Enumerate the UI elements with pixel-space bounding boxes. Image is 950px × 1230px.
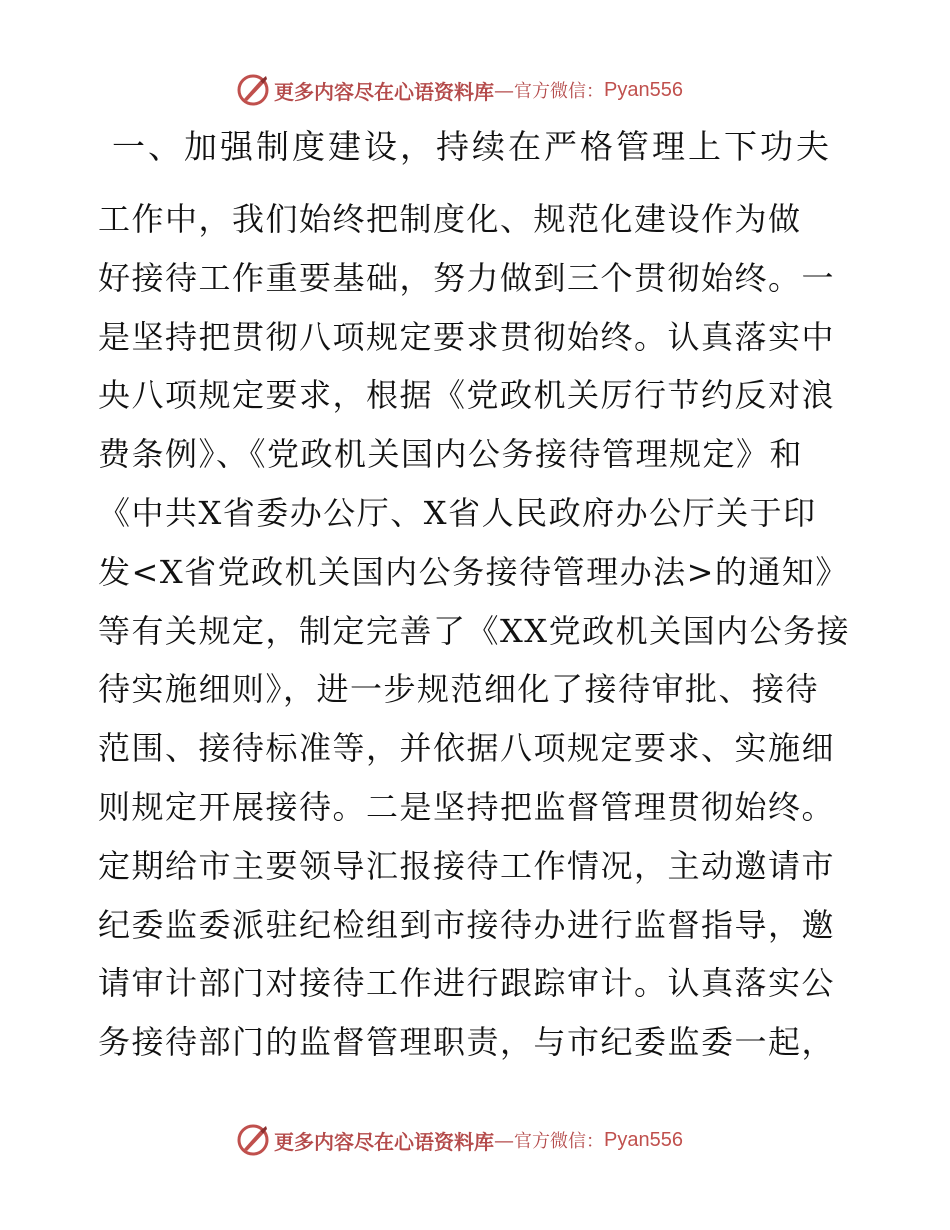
body-paragraph <box>98 190 858 1072</box>
watermark-wechat-label: 官方微信： <box>514 81 604 102</box>
body-line: 费条例》、《党政机关国内公务接待管理规定》和 <box>98 435 804 474</box>
body-line: 待实施细则》，进一步规范细化了接待审批、接待 <box>98 670 820 709</box>
footer-watermark <box>236 1122 683 1158</box>
body-line: 定期给市主要领导汇报接待工作情况，主动邀请市 <box>98 846 836 885</box>
watermark-wechat-label: 官方微信： <box>514 1131 604 1152</box>
watermark-wechat-id: Pyan556 <box>604 1128 683 1151</box>
header-watermark <box>236 72 683 108</box>
body-line: 工作中，我们始终把制度化、规范化建设作为做 <box>98 200 802 238</box>
body-line: 央八项规定要求，根据《党政机关厉行节约反对浪 <box>98 376 836 415</box>
body-line: 等有关规定，制定完善了《XX党政机关国内公务接 <box>98 611 851 650</box>
body-line: 是坚持把贯彻八项规定要求贯彻始终。认真落实中 <box>98 317 836 356</box>
watermark-dash: — <box>494 78 514 102</box>
body-line: 则规定开展接待。二是坚持把监督管理贯彻始终。 <box>98 787 836 826</box>
body-line: 务接待部门的监督管理职责，与市纪委监委一起， <box>98 1023 836 1062</box>
quill-logo-icon <box>236 73 270 107</box>
body-line: 范围、接待标准等，并依据八项规定要求、实施细 <box>98 729 836 768</box>
body-line: 纪委监委派驻纪检组到市接待办进行监督指导，邀 <box>98 905 836 944</box>
body-line: 发<X省党政机关国内公务接待管理办法>的通知》 <box>98 552 849 591</box>
section-heading: 一、加强制度建设，持续在严格管理上下功夫 <box>112 127 832 166</box>
watermark-brand-text: 更多内容尽在心语资料库 <box>274 1129 494 1154</box>
quill-logo-icon <box>236 1123 270 1157</box>
body-line: 《中共X省委办公厅、X省人民政府办公厅关于印 <box>98 493 817 532</box>
body-line: 好接待工作重要基础，努力做到三个贯彻始终。一 <box>98 258 836 297</box>
watermark-brand-text: 更多内容尽在心语资料库 <box>274 79 494 104</box>
watermark-wechat-id: Pyan556 <box>604 78 683 101</box>
body-line: 请审计部门对接待工作进行跟踪审计。认真落实公 <box>98 964 836 1003</box>
watermark-dash: — <box>494 1128 514 1152</box>
